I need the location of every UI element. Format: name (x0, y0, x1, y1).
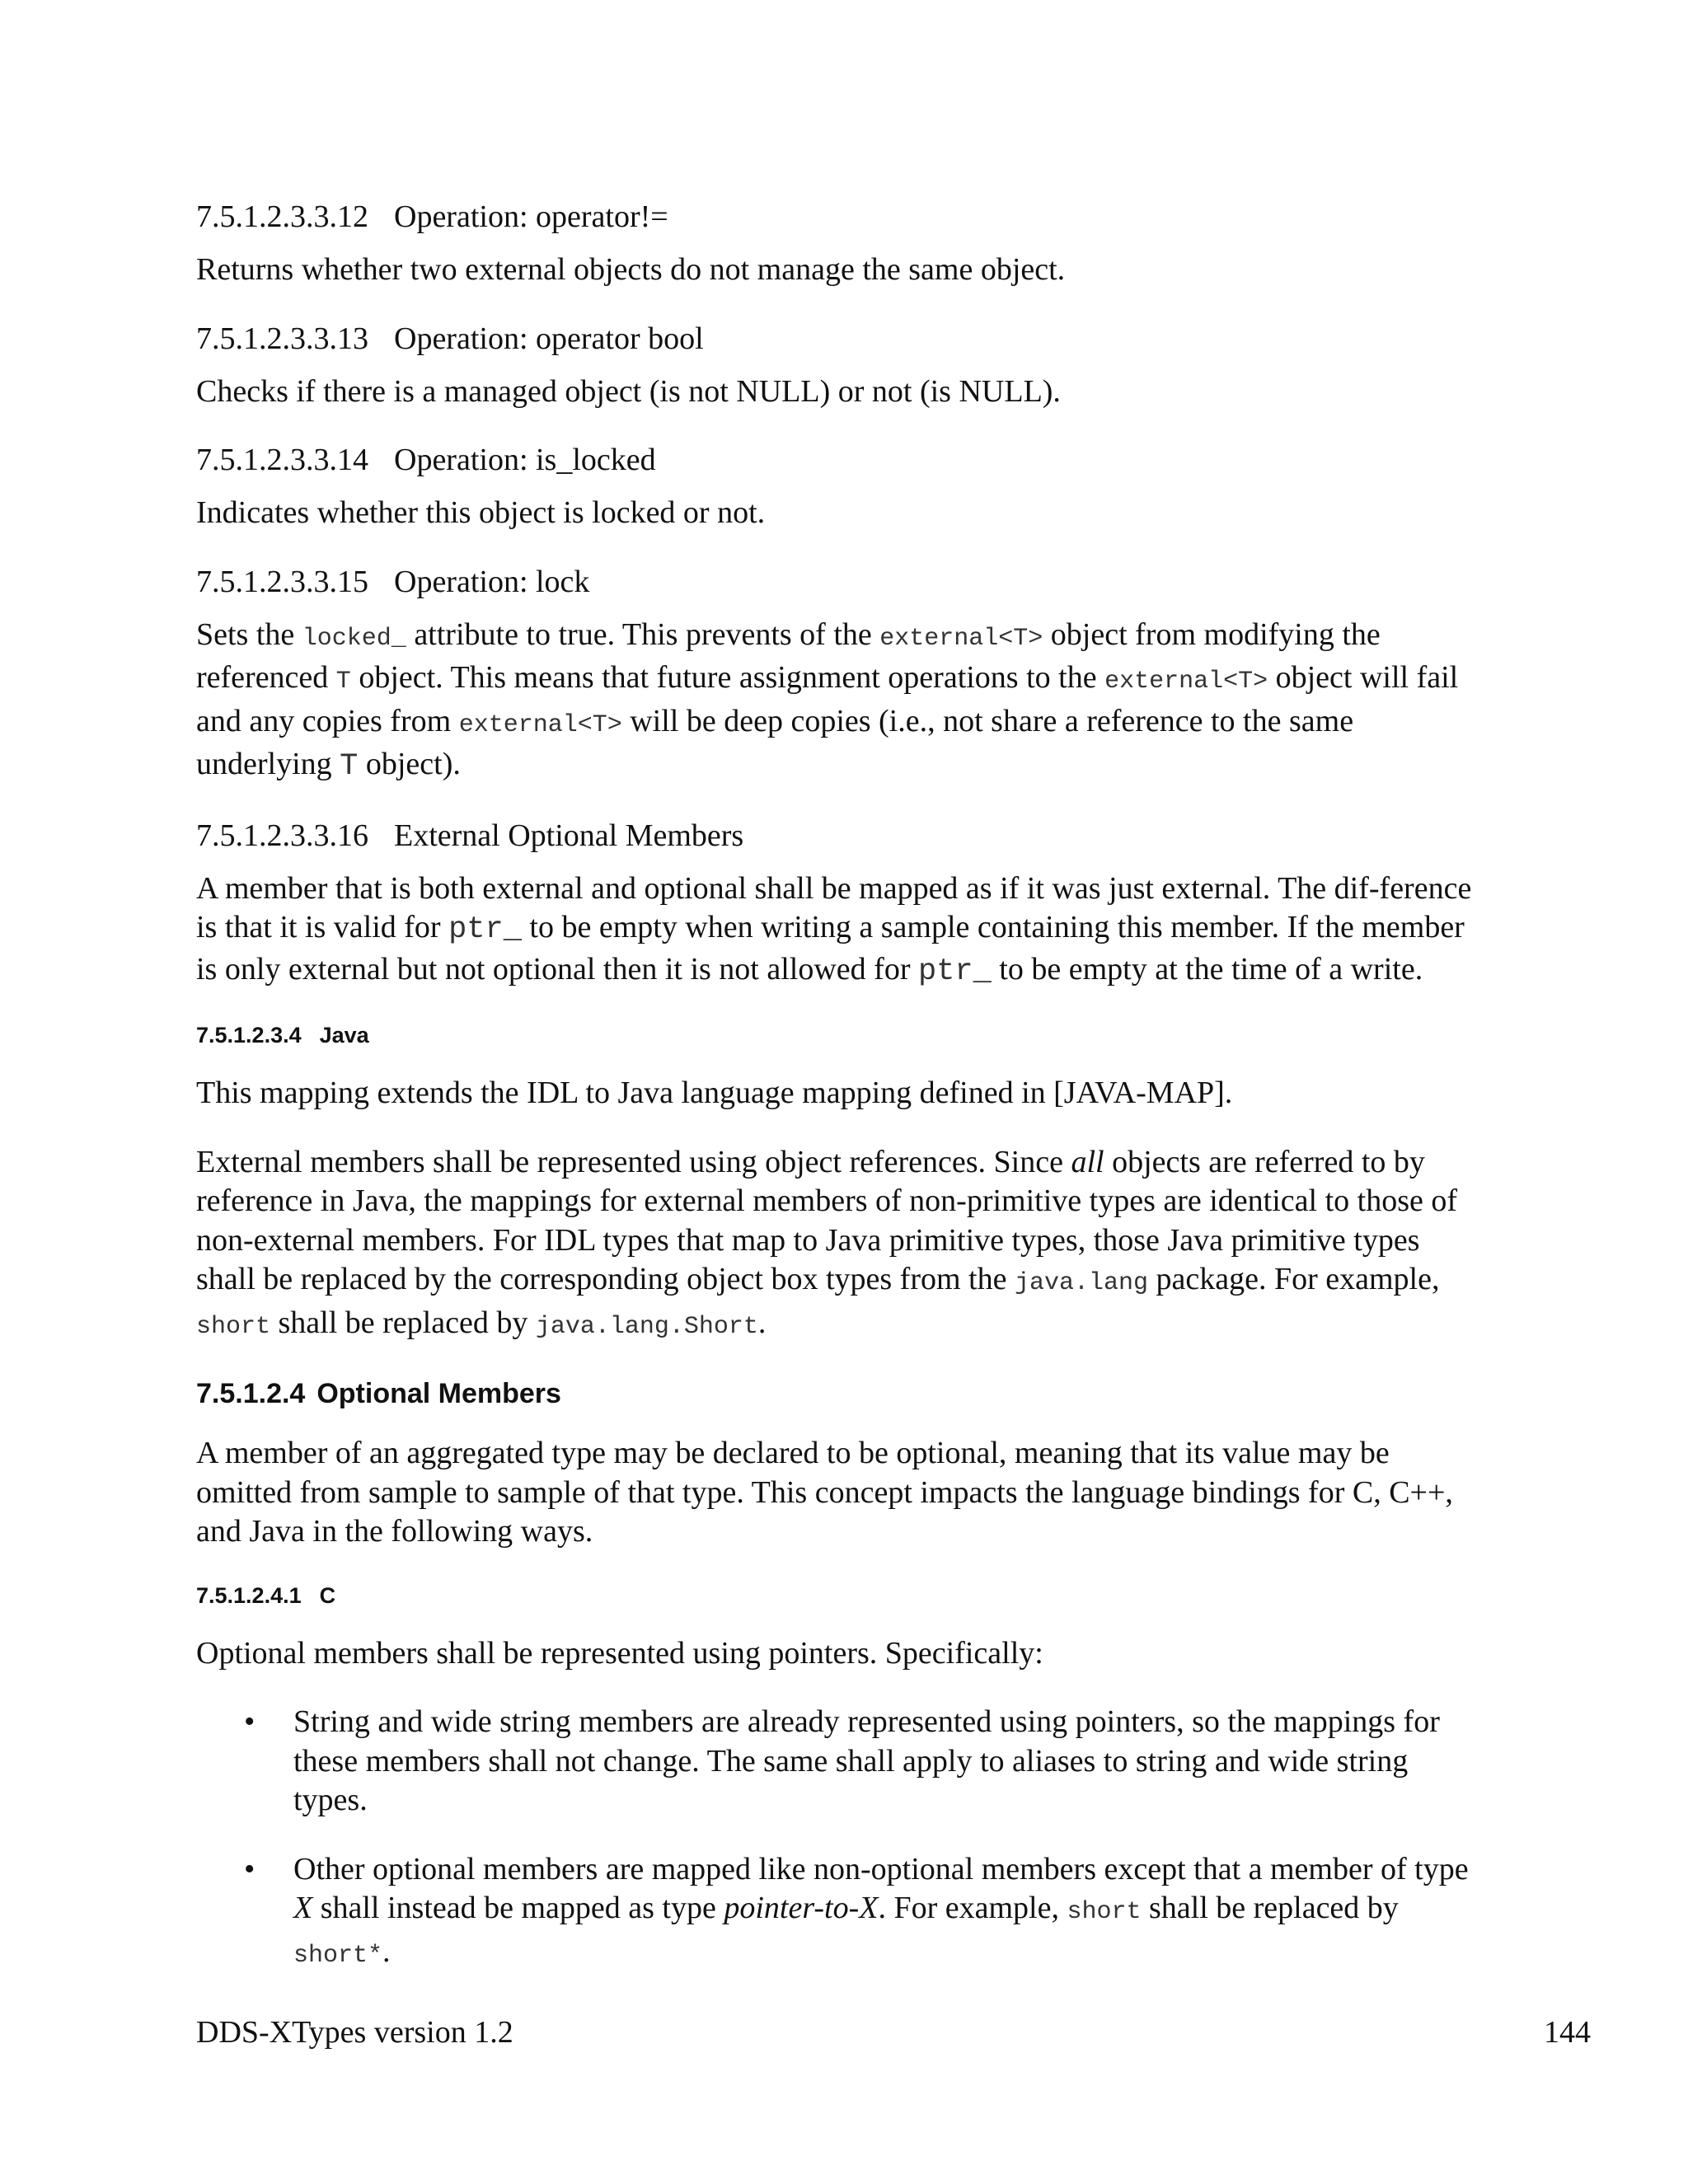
list-item (196, 1850, 1482, 1976)
bullet-icon: • (244, 1704, 256, 1739)
section-title: Java (319, 1023, 369, 1047)
list-item-text: String and wide string members are already represented using pointers, so the mappings for these members shall not change. The same shall apply to aliases to string and wide string types. (293, 1704, 1440, 1817)
bullet-icon: • (244, 1851, 256, 1886)
paragraph-java-external-members (196, 1143, 1482, 1347)
text: object will fail and any copies from (196, 660, 1459, 738)
emphasis-pointer-to-x: pointer-to-X (724, 1891, 879, 1925)
text: object). (358, 747, 461, 781)
text: . For example, (878, 1891, 1067, 1925)
section-title: C (319, 1582, 336, 1608)
section-number: 7.5.1.2.3.3.14 (196, 443, 368, 477)
text: A member that is both external and optional shall be mapped as if it was just external. The dif-ference is that it is valid for (196, 870, 1472, 944)
heading-optional-members (196, 1376, 1482, 1411)
emphasis-all: all (1071, 1144, 1104, 1179)
section-title: Operation: operator!= (394, 199, 668, 234)
paragraph-lock (196, 616, 1482, 787)
page-number: 144 (1544, 2015, 1591, 2050)
code-t: T (340, 749, 359, 784)
code-external: external<T> (458, 710, 622, 739)
code-locked: locked_ (302, 624, 406, 653)
text: . (757, 1305, 767, 1340)
text: . (382, 1933, 391, 1969)
paragraph-operator-not-equal: Returns whether two external objects do not manage the same object. (196, 252, 1066, 287)
section-number: 7.5.1.2.3.3.12 (196, 199, 368, 234)
text: Sets the (196, 616, 302, 652)
text: shall instead be mapped as type (312, 1891, 724, 1925)
code-short: short (196, 1312, 271, 1341)
text: shall be replaced by (1141, 1891, 1399, 1925)
paragraph-optional-members: A member of an aggregated type may be declared to be optional, meaning that its value may be omitted from sample to sample of that type. This concept impacts the language bindings for C, C++, and Java in the following ways. (196, 1436, 1453, 1549)
paragraph-java-mapping: This mapping extends the IDL to Java language mapping defined in [JAVA-MAP]. (196, 1076, 1233, 1110)
section-title: Operation: operator bool (394, 321, 704, 356)
heading-external-optional-members (196, 817, 1482, 855)
section-title: Operation: lock (394, 564, 590, 599)
section-number: 7.5.1.2.3.3.16 (196, 818, 368, 853)
code-external: external<T> (879, 624, 1043, 653)
section-title: Operation: is_locked (394, 443, 656, 477)
text: attribute to true. This prevents of the (406, 616, 880, 652)
section-number: 7.5.1.2.4 (196, 1378, 306, 1409)
section-number: 7.5.1.2.4.1 (196, 1582, 302, 1608)
text: External members shall be represented using object references. Since (196, 1144, 1071, 1179)
paragraph-external-optional-members (196, 869, 1482, 992)
text: object from modifying the referenced (196, 616, 1381, 695)
code-java-lang-short: java.lang.Short (535, 1312, 758, 1341)
section-number: 7.5.1.2.3.3.15 (196, 564, 368, 599)
paragraph-operator-bool: Checks if there is a managed object (is not NULL) or not (is NULL). (196, 373, 1061, 409)
section-title: External Optional Members (394, 818, 744, 853)
paragraph-c-pointers: Optional members shall be represented using pointers. Specifically: (196, 1635, 1043, 1671)
section-title: Optional Members (316, 1378, 561, 1409)
text: will be deep copies (i.e., not share a reference to the same underlying (196, 703, 1354, 781)
footer-document-title: DDS-XTypes version 1.2 (196, 2015, 513, 2050)
section-number: 7.5.1.2.3.4 (196, 1023, 302, 1047)
heading-java (196, 1021, 1482, 1049)
section-number: 7.5.1.2.3.3.13 (196, 321, 368, 356)
heading-operator-bool (196, 320, 1482, 358)
list-item (196, 1703, 1482, 1821)
text: shall be replaced by (270, 1305, 536, 1340)
text: Other optional members are mapped like non-optional members except that a member of type (293, 1851, 1469, 1886)
heading-is-locked (196, 441, 1482, 479)
code-ptr: ptr_ (448, 912, 522, 947)
paragraph-is-locked: Indicates whether this object is locked or not. (196, 495, 766, 530)
code-external: external<T> (1104, 668, 1268, 696)
text: object. This means that future assignment operations to the (350, 660, 1105, 695)
emphasis-x: X (293, 1891, 313, 1925)
page-footer (196, 2013, 1591, 2051)
code-short: short (1067, 1898, 1142, 1926)
text: objects are referred to by reference in Java, the mappings for external members of non-primitive types are identical to those of non-external members. For IDL types that map to Java primitive types, those Java primitive types shall be replaced by the corresponding object box types from the (196, 1144, 1458, 1296)
code-ptr: ptr_ (917, 954, 992, 989)
code-t: T (335, 668, 351, 696)
heading-c (196, 1582, 1482, 1610)
heading-lock (196, 563, 1482, 601)
text: package. For example, (1148, 1262, 1440, 1296)
heading-operator-not-equal (196, 198, 1482, 236)
text: to be empty at the time of a write. (991, 951, 1423, 987)
bullet-list (196, 1703, 1482, 1975)
code-short-pointer: short* (293, 1941, 383, 1970)
code-java-lang: java.lang (1014, 1269, 1149, 1297)
document-page (196, 198, 1482, 2005)
text: to be empty when writing a sample containing this member. If the member is only external but not optional then it is not allowed for (196, 910, 1465, 987)
